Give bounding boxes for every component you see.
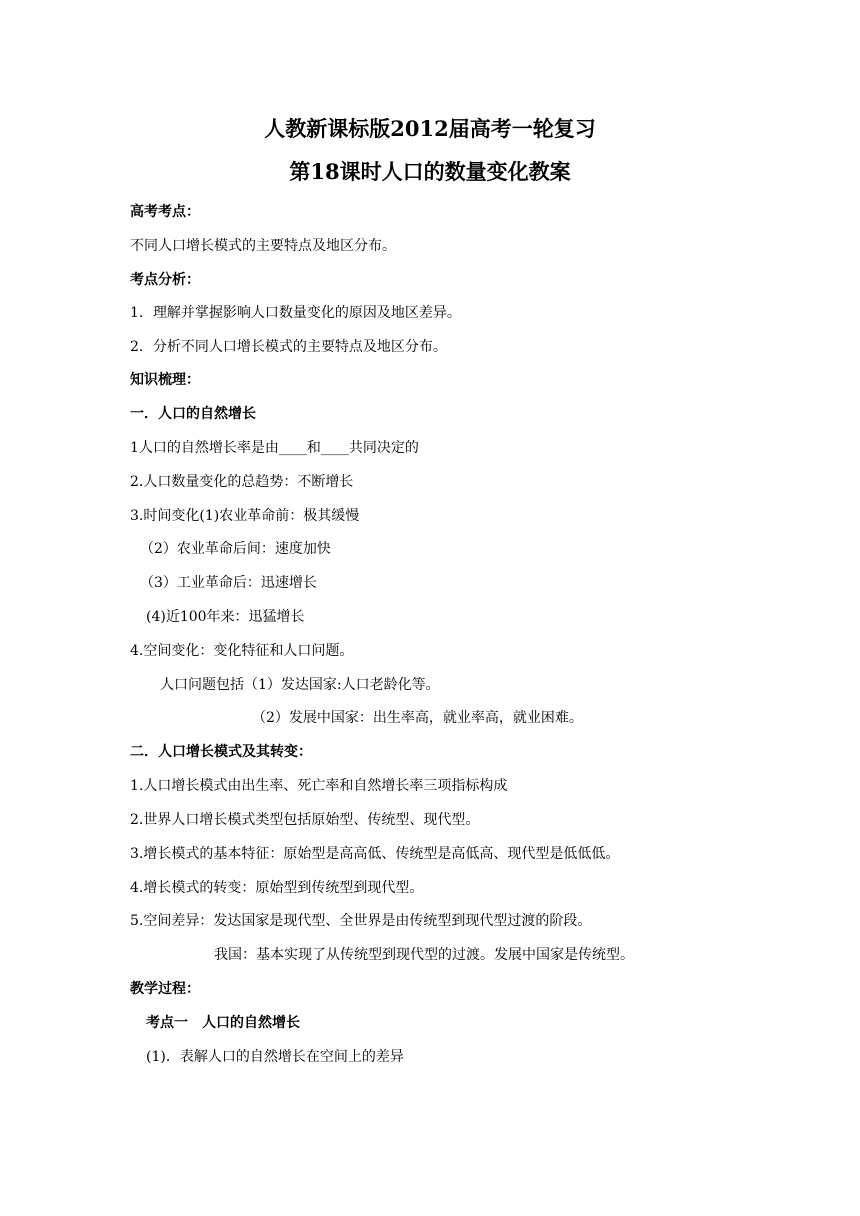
section-heading-analysis: 考点分析： bbox=[130, 272, 200, 288]
document-subtitle: 第18课时人口的数量变化教案 bbox=[289, 159, 571, 184]
paragraph-line: （2）农业革命后间：速度加快 bbox=[140, 541, 331, 557]
paragraph-line: 2.人口数量变化的总趋势：不断增长 bbox=[130, 474, 354, 490]
section-heading-exam-points: 高考考点： bbox=[130, 204, 200, 220]
paragraph-line: 不同人口增长模式的主要特点及地区分布。 bbox=[130, 238, 396, 254]
subsection-heading-exam-point-one: 考点一 人口的自然增长 bbox=[146, 1015, 300, 1031]
paragraph-line: 5.空间差异：发达国家是现代型、全世界是由传统型到现代型过渡的阶段。 bbox=[130, 913, 592, 929]
paragraph-line: 3.时间变化(1)农业革命前：极其缓慢 bbox=[130, 508, 360, 524]
paragraph-line: 1．理解并掌握影响人口数量变化的原因及地区差异。 bbox=[130, 305, 461, 321]
section-heading-teaching-process: 教学过程： bbox=[130, 981, 200, 997]
paragraph-line: （2）发展中国家：出生率高，就业率高，就业困难。 bbox=[252, 710, 583, 726]
paragraph-line: 2.世界人口增长模式类型包括原始型、传统型、现代型。 bbox=[130, 812, 480, 828]
paragraph-line: 人口问题包括（1）发达国家:人口老龄化等。 bbox=[160, 677, 440, 693]
document-title: 人教新课标版2012届高考一轮复习 bbox=[264, 116, 596, 141]
paragraph-line: (1)．表解人口的自然增长在空间上的差异 bbox=[146, 1049, 404, 1065]
subsection-heading-natural-growth: 一．人口的自然增长 bbox=[130, 406, 256, 422]
paragraph-line: （3）工业革命后：迅速增长 bbox=[140, 575, 317, 591]
paragraph-line: 4.空间变化：变化特征和人口问题。 bbox=[130, 643, 354, 659]
paragraph-line: 4.增长模式的转变：原始型到传统型到现代型。 bbox=[130, 880, 424, 896]
subsection-heading-growth-model: 二．人口增长模式及其转变： bbox=[130, 744, 312, 760]
paragraph-line: 1.人口增长模式由出生率、死亡率和自然增长率三项指标构成 bbox=[130, 778, 508, 794]
paragraph-line: (4)近100年来：迅猛增长 bbox=[146, 609, 305, 625]
paragraph-line: 1人口的自然增长率是由____和____共同决定的 bbox=[130, 440, 419, 456]
paragraph-line: 我国：基本实现了从传统型到现代型的过渡。发展中国家是传统型。 bbox=[214, 947, 634, 963]
paragraph-line: 3.增长模式的基本特征：原始型是高高低、传统型是高低高、现代型是低低低。 bbox=[130, 846, 620, 862]
section-heading-knowledge: 知识梳理： bbox=[130, 372, 200, 388]
paragraph-line: 2．分析不同人口增长模式的主要特点及地区分布。 bbox=[130, 339, 447, 355]
